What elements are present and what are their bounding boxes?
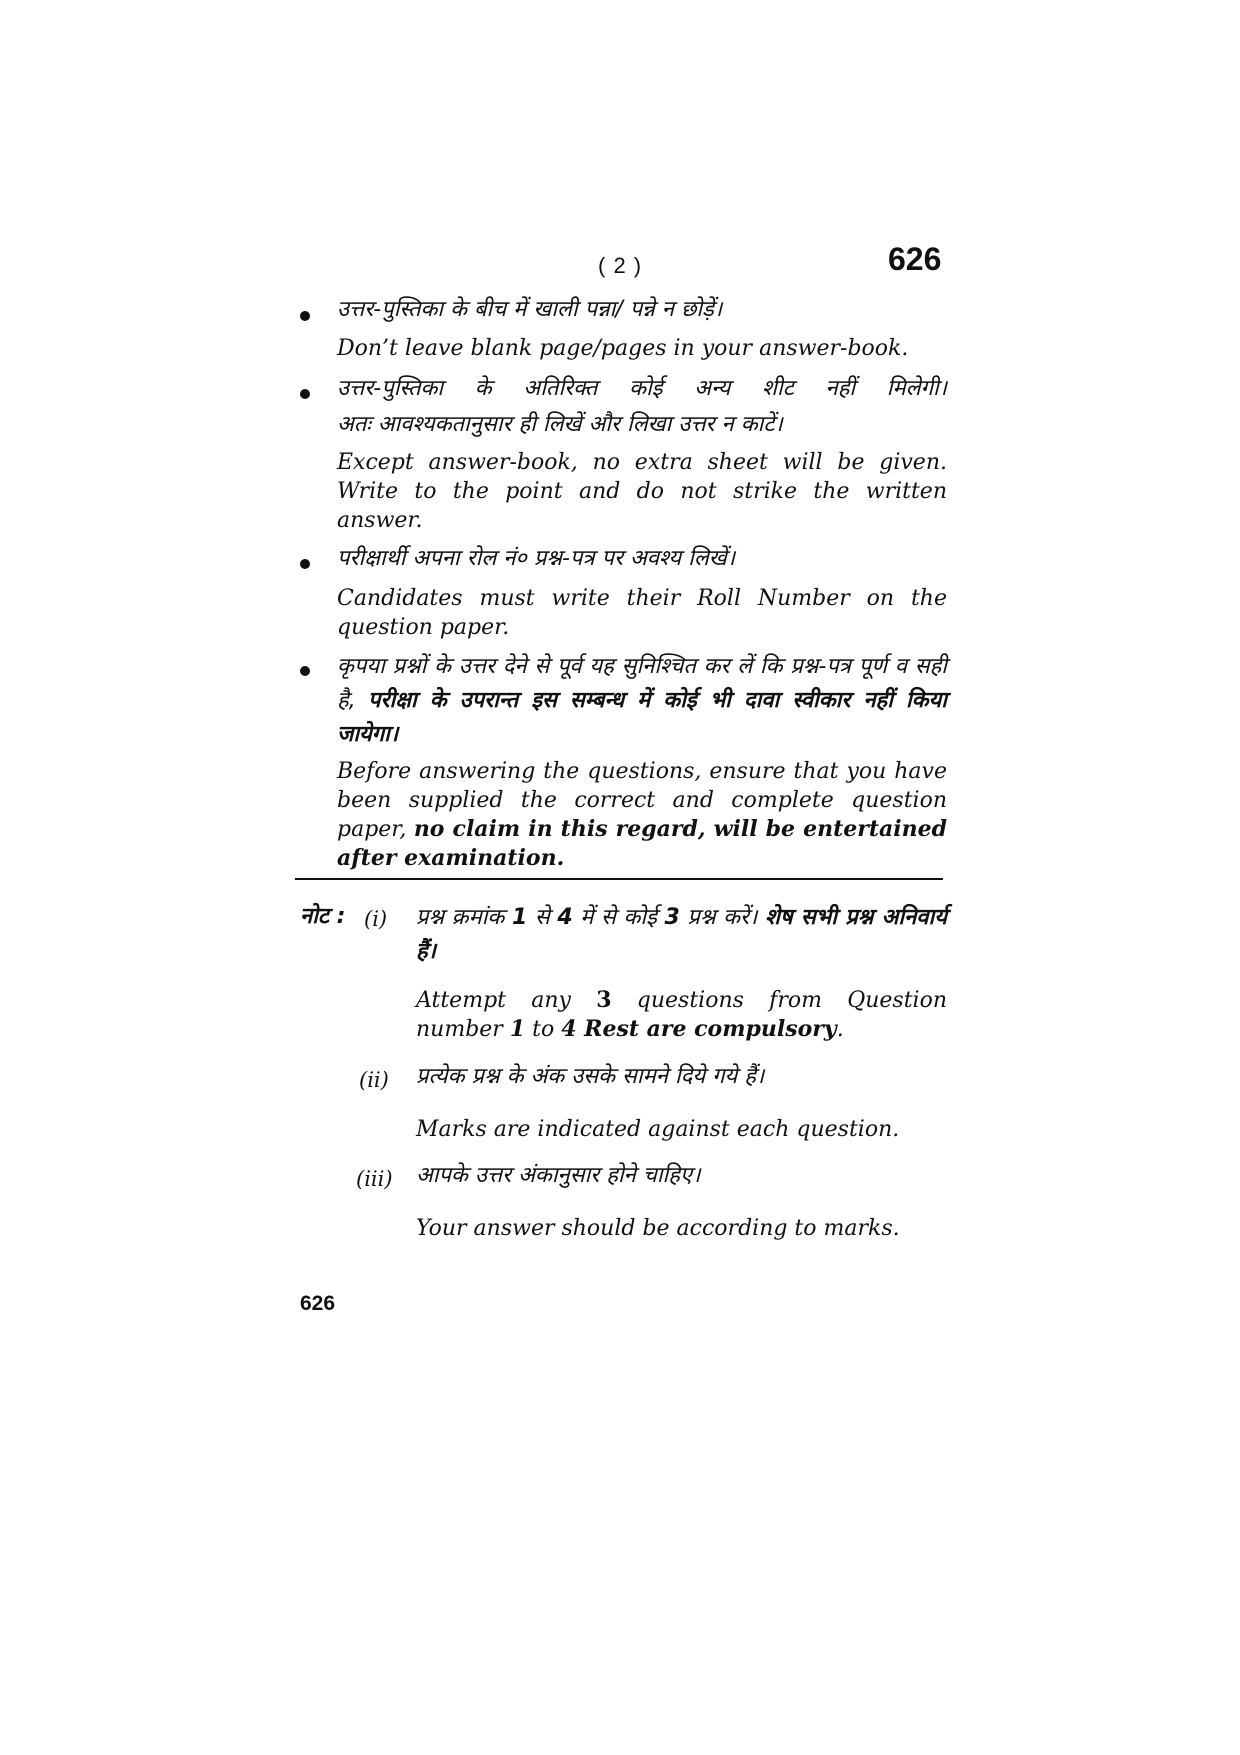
- note-item-1-hindi-part-4: प्रश्न करें।: [679, 905, 765, 930]
- bullet-1: [300, 311, 310, 321]
- instruction-3-english: Candidates must write their Roll Number on the question paper.: [337, 586, 947, 640]
- bullet-3: [300, 559, 310, 569]
- note-label: नोट :: [300, 904, 346, 929]
- paper-code: 626: [888, 241, 942, 277]
- note-item-1-hindi-number-3: 3: [664, 905, 680, 930]
- note-item-1-english-number-1: 3: [596, 987, 612, 1013]
- note-item-2-hindi: प्रत्येक प्रश्न के अंक उसके सामने दिये गये हैं।: [416, 1064, 765, 1089]
- note-item-1-english-number-2: 1: [509, 1016, 526, 1042]
- instruction-3-hindi: परीक्षार्थी अपना रोल नं० प्रश्न-पत्र पर अवश्य लिखें।: [337, 546, 736, 571]
- note-item-1-hindi-part-3: में से कोई: [572, 905, 665, 930]
- note-item-3-hindi: आपके उत्तर अंकानुसार होने चाहिए।: [416, 1163, 701, 1188]
- instruction-1-hindi: उत्तर-पुस्तिका के बीच में खाली पन्ना/ पन्ने न छोड़ें।: [337, 297, 723, 322]
- instruction-4-english-text: Before answering the questions, ensure that you have been supplied the correct and complete question paper,: [337, 759, 947, 842]
- note-item-1-hindi-bold: शेष सभी प्रश्न अनिवार्य हैं।: [416, 905, 947, 964]
- note-item-1-hindi-number-1: 1: [511, 905, 528, 930]
- note-item-2-english: Marks are indicated against each question.: [416, 1117, 900, 1142]
- note-item-1-english-part-1: Attempt any: [416, 988, 597, 1013]
- note-item-1-english-part-3: to: [525, 1017, 562, 1042]
- note-item-1-hindi-part-2: से: [527, 905, 558, 930]
- instruction-4-hindi-text: कृपया प्रश्नों के उत्तर देने से पूर्व यह सुनिश्चित कर लें कि प्रश्न-पत्र पूर्ण व सही है,: [337, 654, 947, 713]
- bullet-4: [300, 666, 310, 676]
- instruction-4-hindi-warning: परीक्षा के उपरान्त इस सम्बन्ध में कोई भी दावा स्वीकार नहीं किया जायेगा।: [337, 688, 947, 747]
- page-number: ( 2 ): [598, 253, 643, 278]
- instruction-1-english: Don’t leave blank page/pages in your answer-book.: [337, 336, 909, 361]
- note-item-3-english: Your answer should be according to marks.: [416, 1216, 900, 1241]
- note-item-1-number: (i): [364, 907, 388, 931]
- bullet-2: [300, 389, 310, 399]
- instruction-4-english-warning: no claim in this regard, will be entertained after examination.: [337, 816, 948, 871]
- note-item-1-hindi: [416, 901, 947, 969]
- note-item-1-english-part-2: questions from Question number: [416, 988, 948, 1042]
- footer-paper-code: 626: [300, 1292, 336, 1315]
- instruction-2-hindi-line-1: उत्तर-पुस्तिका के अतिरिक्त कोई अन्य शीट नहीं मिलेगी।: [337, 376, 947, 401]
- instruction-2-hindi-line-2: अतः आवश्यकतानुसार ही लिखें और लिखा उत्तर न काटें।: [337, 412, 783, 437]
- note-item-1-english: [416, 986, 947, 1044]
- note-item-2-number: (ii): [359, 1068, 389, 1092]
- section-divider: [295, 878, 943, 880]
- instruction-4-hindi: [337, 650, 947, 752]
- note-item-1-english-end: .: [836, 1017, 844, 1042]
- instruction-4-english: [337, 757, 947, 873]
- note-item-3-number: (iii): [356, 1167, 393, 1191]
- instruction-2-english: Except answer-book, no extra sheet will be given. Write to the point and do not strike the written answer.: [337, 450, 947, 533]
- note-item-1-english-bold: 4 Rest are compulsory: [561, 1016, 837, 1042]
- note-item-1-hindi-part-1: प्रश्न क्रमांक: [416, 905, 512, 930]
- note-item-1-hindi-number-2: 4: [557, 905, 573, 930]
